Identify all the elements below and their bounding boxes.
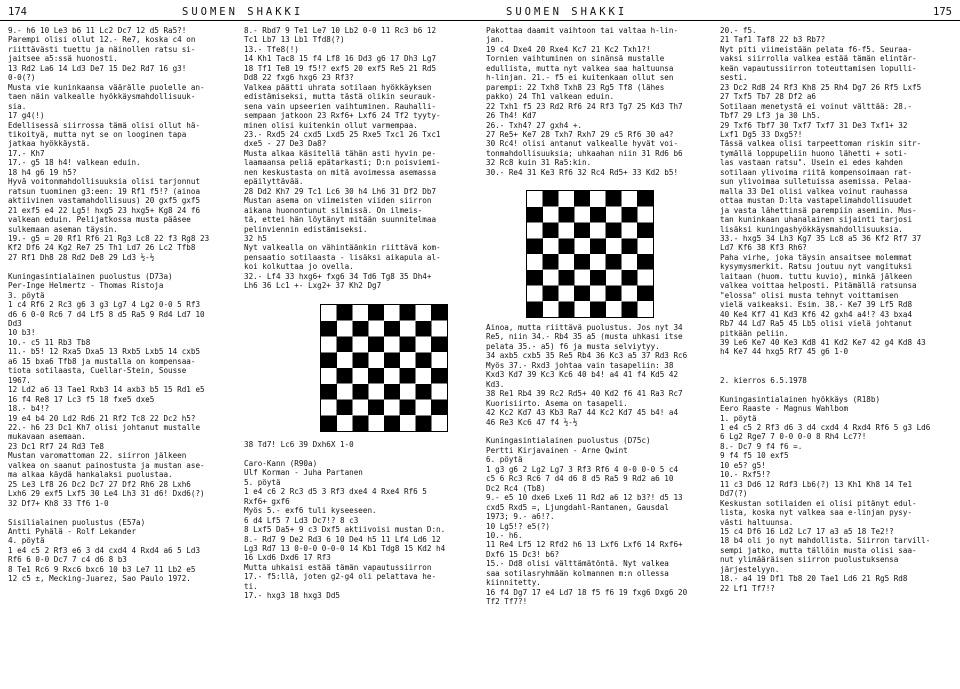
text-line: 42 Kc2 Kd7 43 Kb3 Ra7 44 Kc2 Kd7 45 b4! a4 [486, 408, 679, 418]
text-line: aikana huonontunut silmissä. On ilmeis- [244, 205, 423, 215]
right-page [480, 0, 960, 689]
text-line: Dc2 Rc4 (Tb8) [486, 483, 546, 493]
text-line: 32 h5 [244, 233, 267, 243]
text-line: Rxf6+ gxf6 [244, 496, 290, 506]
text-line [720, 357, 952, 366]
text-line: sesti. [720, 73, 748, 83]
text-line: aktiivinen vastamahdollisuus) 20 gxf5 gxf5 [8, 196, 201, 206]
text-line: 13.- Tfe8(!) [244, 44, 299, 54]
text-line: 16 f4 Dg7 17 e4 Ld7 18 f5 f6 19 fxg6 Dxg6 20 [486, 587, 688, 597]
text-line: Nyt piti viimeistään pelata f6-f5. Seuraa- [720, 44, 913, 54]
text-line: vielä vaikeaksi. Esim. 38.- Ke7 39 Lf5 Rd8 [720, 300, 913, 310]
text-line: 9.- e5 10 dxe6 Lxe6 11 Rd2 a6 12 b3?! d5 13 [486, 493, 683, 503]
text-line: Mustan asema on viimeisten viiden siirron [244, 196, 432, 206]
chess-diagram-2 [526, 190, 654, 318]
text-line: ma alkaa käydä hankalaksi puolustaa. [8, 470, 173, 480]
text-line: Sotilaan menetystä ei voinut välttää: 28.- [720, 101, 913, 111]
text-line: 10.- h6. [486, 530, 523, 540]
text-line: Antti Pyhälä - Rolf Lekander [8, 526, 137, 536]
text-line [244, 449, 470, 458]
text-line: 18.- a4 19 Df1 Tb8 20 Tae1 Ld6 21 Rg5 Rd8 [720, 574, 908, 584]
text-line: 17.- g5 18 h4! valkean eduin. [8, 158, 141, 168]
text-line: 4. pöytä [8, 536, 45, 546]
text-line: nen keskustasta on mitä avoimessa asemassa [244, 167, 437, 177]
text-line: 9 f4 f5 10 exf5 [720, 451, 789, 461]
text-line: 5. pöytä [244, 477, 281, 487]
text-line: 26 Th4! Kd7 [486, 111, 537, 121]
text-line: Kf2 Df6 24 Kg2 Re7 25 Th1 Ld7 26 Lc2 Tfb8 [8, 243, 196, 253]
text-line: epäilyttävää. [244, 177, 304, 187]
text-line: 32 Rc8 kuin 31 Ra5:kin. [486, 158, 592, 168]
column-2-bottom [244, 440, 470, 670]
text-line: tiota sotilaasta, Cuellar-Stein, Sousse [8, 366, 187, 376]
text-line: Valkea päätti uhrata sotilaan hyökkäyksen [244, 82, 432, 92]
text-line: 27 Rf1 Dh8 28 Rd2 De8 29 Ld3 ½-½ [8, 252, 155, 262]
text-line: 18 h4 g6 19 h5? [8, 167, 77, 177]
text-line: 30.- Re4 31 Ke3 Rf6 32 Rc4 Rd5+ 33 Kd2 b5! [486, 167, 679, 177]
text-line: 22 Lf1 Tf7!? [720, 583, 775, 593]
text-line: c5 6 Rc3 Rc6 7 d4 d6 8 d5 Ra5 9 Rd2 a6 10 [486, 474, 674, 484]
text-line: tymällä loppupeliin huono lähetti + soti- [720, 148, 908, 158]
text-line [8, 508, 234, 517]
text-line: edullista, mutta nyt valkea saa haltuunsa [486, 63, 674, 73]
text-line: 39 Le6 Ke7 40 Ke3 Kd8 41 Kd2 Ke7 42 g4 Kd8 43 [720, 337, 926, 347]
text-line: cxd5 Rxd5 =, Ljungdahl-Rantanen, Gausdal [486, 502, 669, 512]
text-line: 6 d4 Lf5 7 Ld3 Dc7!? 8 c3 [244, 515, 359, 525]
text-line: riittävästi tuettu ja näinollen ratsu si- [8, 44, 196, 54]
text-line: 19.- g5 = 20 Rf1 Rf6 21 Rg3 Lc8 22 f3 Rg8 23 [8, 233, 210, 243]
text-line: 20.- f5. [720, 26, 757, 35]
text-line: 16 f4 Re8 17 Lc3 f5 18 fxe5 dxe5 [8, 394, 155, 404]
text-line: ratsun tuominen g3:een: 19 Rf1 f5!? (ainoa [8, 186, 201, 196]
text-line: 10.- c5 11 Rb3 Tb8 [8, 337, 91, 347]
text-line: Mutta uhkaisi estää tämän vapautussiirron [244, 562, 432, 572]
text-line: 8 Lxf5 Da5+ 9 c3 Dxf5 aktiivoisi mustan D:n. [244, 525, 446, 535]
text-line: tä, ettei hän löytänyt mitään suunnitelmaa [244, 215, 437, 225]
left-page-header [0, 6, 480, 21]
text-line: Myös 5.- exf6 tuli kyseeseen. [244, 506, 377, 516]
text-line: 23.- Rxd5 24 cxd5 Lxd5 25 Rxe5 Txc1 26 Txc1 [244, 129, 441, 139]
text-line: 17.- Kh7 [8, 148, 45, 158]
text-line: 29 Txf6 Tbf7 30 Txf7 Txf7 31 De3 Txf1+ 32 [720, 120, 908, 130]
text-line: 1 e4 c5 2 Rf3 e6 3 d4 cxd4 4 Rxd4 a6 5 Ld3 [8, 545, 201, 555]
column-3-bottom [486, 323, 712, 673]
text-line: Nyt valkealla on vähintäänkin riittävä kom- [244, 243, 441, 253]
column-2 [244, 26, 470, 346]
text-line: Tässä valkea olisi tarpeettoman riskin sitr- [720, 139, 922, 149]
text-line: edistämiseksi, mutta tästä olikin seurauk- [244, 92, 437, 102]
text-line: valkea on saanut painostusta ja mustan ase- [8, 460, 205, 470]
text-line: 26.- Txh4? 27 gxh4 +. [486, 120, 583, 130]
text-line: las vastaan ratsu". Usein ei edes kahden [720, 158, 903, 168]
text-line: Keskustan sotilaiden ei olisi pitänyt edul- [720, 498, 917, 508]
text-line: Eero Raaste - Magnus Wahlbom [720, 404, 849, 414]
text-line: 40 Ke4 Kf7 41 Kd3 Kf6 42 gxh4 a4!? 43 bxa4 [720, 309, 913, 319]
text-line: 15 c4 Df6 16 Ld2 Lc7 17 a3 a5 18 Te2!? [720, 526, 894, 536]
text-line: pitkään peliin. [720, 328, 789, 338]
column-3 [486, 26, 712, 186]
text-line: 1973; 9.- a6!?. [486, 512, 555, 522]
text-line: saa sotilasryhmään kolmannen m:n ollessa [486, 568, 669, 578]
text-line: 32 Df7+ Kh8 33 Tf6 1-0 [8, 498, 109, 508]
text-line: västi haltuunsa. [720, 517, 794, 527]
text-line: tikoityä, mutta nyt se on looginen tapa [8, 129, 187, 139]
text-line: 8.- Rd7 9 De2 Rd3 6 10 De4 h5 11 Lf4 Ld6 12 [244, 534, 441, 544]
text-line: Parempi olisi ollut 12.- Re7, koska c4 on [8, 35, 196, 45]
text-line: Sisilialainen puolustus (E57a) [8, 517, 146, 527]
text-line: Rb7 44 Ld7 Ra5 45 Lb5 olisi vielä johtanut [720, 319, 913, 329]
text-line: Dd8 22 fxg6 hxg6 23 Rf3? [244, 73, 354, 83]
text-line: 1 e4 c6 2 Rc3 d5 3 Rf3 dxe4 4 Rxe4 Rf6 5 [244, 487, 427, 497]
text-line: Tornien vaihtuminen on sinänsä mustalle [486, 54, 665, 64]
text-line: 1 g3 g6 2 Lg2 Lg7 3 Rf3 Rf6 4 0-0 0-0 5 c4 [486, 464, 679, 474]
text-line: keän vapautussiirron toteuttamisen lopulli- [720, 63, 917, 73]
text-line: Tf2 Tf7?! [486, 597, 528, 607]
text-line: 46 Re3 Kc6 47 f4 ½-½ [486, 417, 578, 427]
page-number: 174 [8, 6, 27, 18]
page-number: 175 [933, 6, 952, 18]
text-line: pakko) 24 Th1 valkean eduin. [486, 92, 615, 102]
chess-diagram-1 [320, 304, 448, 432]
text-line: koi kolkuttaa jo ovella. [244, 262, 354, 272]
text-line: 11 Re4 Lf5 12 Rfd2 h6 13 Lxf6 Lxf6 14 Rxf6+ [486, 540, 683, 550]
text-line: 28 Dd2 Kh7 29 Tc1 Lc6 30 h4 Lh6 31 Df2 Db7 [244, 186, 437, 196]
column-4 [720, 26, 952, 686]
text-line: sulkemaan aseman täysin. [8, 224, 118, 234]
text-line: Dd7(?) [720, 489, 748, 499]
running-title: SUOMEN SHAKKI [506, 6, 628, 18]
text-line: 1 e4 c5 2 Rf3 d6 3 d4 cxd4 4 Rxd4 Rf6 5 g3 Ld6 [720, 422, 931, 432]
text-line: 18 b4 oli jo nyt mahdollista. Siirron tarvill- [720, 536, 931, 546]
text-line: Dxf6 15 Dc3! b6? [486, 549, 560, 559]
text-line: 14 Kh1 Tac8 15 f4 Lf8 16 Dd3 g6 17 Dh3 Lg7 [244, 54, 437, 64]
text-line: Musta alkaa käsitellä tähän asti hyvin pe- [244, 148, 437, 158]
text-line: dxe5 - 27 De3 Da8? [244, 139, 327, 149]
text-line: Kd3. [486, 379, 505, 389]
text-line: 17.- hxg3 18 hxg3 Dd5 [244, 591, 341, 601]
text-line: kysymysmerkit. Ratsu joutuu nyt vangituksi [720, 262, 913, 272]
text-line: 13 Rd2 La6 14 Ld3 De7 15 De2 Rd7 16 g3! [8, 63, 187, 73]
text-line: Hyvä voitonmahdollisuuksia olisi tarjonnut [8, 177, 201, 187]
text-line: Pakottaa daamit vaihtoon tai valtaa h-lin- [486, 26, 679, 35]
text-line: 19 c4 Dxe4 20 Rxe4 Kc7 21 Kc2 Txh1?! [486, 44, 651, 54]
text-line: 21 exf5 e4 22 Lg5! hxg5 23 hxg5+ Kg8 24 f6 [8, 205, 201, 215]
text-line: laitaan (huom. tuttu kuvio), minkä jälkeen [720, 271, 913, 281]
right-page-header [480, 6, 960, 21]
text-line: 11 c3 Dd6 12 Rdf3 Lb6(?) 13 Kh1 Kh8 14 Te1 [720, 479, 913, 489]
text-line: 6. pöytä [486, 455, 523, 465]
text-line: Tc1 Lb7 13 Lb1 Tfd8(?) [244, 35, 345, 45]
text-line: 11.- b5! 12 Rxa5 Dxa5 13 Rxb5 Lxb5 14 cxb5 [8, 347, 201, 357]
text-line: 18 Tf1 Te8 19 f5!? exf5 20 exf5 Re5 21 Rd5 [244, 63, 437, 73]
text-line: Edellisessä siirrossa tämä olisi ollut hä- [8, 120, 201, 130]
text-line: 34 axb5 cxb5 35 Re5 Rb4 36 Kc3 a5 37 Rd3 Rc6 [486, 351, 688, 361]
text-line: 27 Txf5 Tb7 28 Df2 a6 [720, 92, 817, 102]
text-line: 8.- Dc7 9 f4 f6 =. [720, 441, 803, 451]
text-line: 27 Re5+ Ke7 28 Txh7 Rxh7 29 c5 Rf6 30 a4? [486, 129, 674, 139]
text-line: 23 Dc2 Rd8 24 Rf3 Kh8 25 Rh4 Dg7 26 Rf5 Lxf5 [720, 82, 922, 92]
text-line: 3. pöytä [8, 290, 45, 300]
text-line: lista, koska nyt valkea saa e-linjan pysy- [720, 508, 913, 518]
text-line: valkean eduin. Pelijatkossa musta pääsee [8, 215, 191, 225]
text-line: ja vasta lähettinsä parempiin asemiin. Mus- [720, 205, 917, 215]
text-line: Ainoa, mutta riittävä puolustus. Jos nyt 34 [486, 323, 683, 332]
text-line: Kuningasintialainen puolustus (D75c) [486, 436, 651, 446]
text-line: 17 g4(!) [8, 111, 45, 121]
text-line: pensaatio sotilaasta - lisäksi aikapula al- [244, 252, 441, 262]
text-line: järjestelyyn. [720, 564, 780, 574]
text-line: 1967. [8, 375, 31, 385]
text-line: Kuorisiirto. Asema on tasapeli. [486, 398, 628, 408]
text-line: Musta vie kuninkaansa väärälle puolelle an- [8, 82, 205, 92]
text-line: 10 Lg5!? e5(?) [486, 521, 551, 531]
text-line: Caro-Kann (R90a) [244, 458, 318, 468]
text-line: 9.- h6 10 Le3 b6 11 Lc2 Dc7 12 d5 Ra5?! [8, 26, 187, 35]
text-line: lisäksi kuningashyökkäysmahdollisuuksia. [720, 224, 903, 234]
text-line: 1. pöytä [720, 413, 757, 423]
text-line [720, 366, 952, 375]
text-line: Per-Inge Helmertz - Thomas Ristoja [8, 281, 164, 291]
text-line: 12 c5 ±, Mecking-Juarez, Sao Paulo 1972. [8, 574, 191, 584]
text-line: jan. [486, 35, 505, 45]
text-line: Re5, niin 34.- Rb4 35 a5 (musta uhkasi itse [486, 332, 683, 342]
text-line: jatkaa hyökkäystä. [8, 139, 91, 149]
text-line: 0-0(?) [8, 73, 36, 83]
text-line: tan kuninkaan uhanalainen sijainti tarjosi [720, 215, 913, 225]
text-line: minen olisi kuitenkin ollut varmempaa. [244, 120, 418, 130]
text-line: 10 b3! [8, 328, 36, 338]
text-line: ottaa mustan D:lta vastapelimahdollisuudet [720, 196, 913, 206]
text-line: Tbf7 29 Lf3 ja 30 Lh5. [720, 111, 821, 121]
text-line: 8.- Rbd7 9 Te1 Le7 10 Lb2 0-0 11 Rc3 b6 12 [244, 26, 437, 35]
text-line: 15.- Dd8 olisi välttämätöntä. Nyt valkea [486, 559, 669, 569]
text-line: 6 Lg2 Rge7 7 0-0 0-0 8 Rh4 Lc7?! [720, 432, 867, 442]
text-line [8, 262, 234, 271]
text-line: mukavaan asemaan. [8, 432, 86, 442]
text-line: Kuningasintialainen puolustus (D73a) [8, 271, 173, 281]
text-line: kiinnitetty. [486, 578, 541, 588]
text-line: sia. [8, 101, 27, 111]
text-line: 33.- hxg5 34 Lh3 Kg7 35 Lc8 a5 36 Kf2 Rf7 37 [720, 233, 922, 243]
text-line [486, 427, 712, 436]
column-1 [8, 26, 234, 686]
text-line: Myös 37.- Rxd3 johtaa vain tasapeliin: 38 [486, 360, 674, 370]
text-line: taen näin valkealle hyökkäysmahdollisuuk- [8, 92, 196, 102]
text-line: Ulf Korman - Juha Partanen [244, 468, 363, 478]
text-line: 19 e4 b4 20 Ld2 Rd6 21 Rf2 Tc8 22 Dc2 h5? [8, 413, 196, 423]
text-line: Pertti Kirjavainen - Arne Qwint [486, 445, 628, 455]
text-line: d6 6 0-0 Rc6 7 d4 Lf5 8 d5 Ra5 9 Rd4 Ld7 10 [8, 309, 205, 319]
text-line: 18.- b4!? [8, 404, 50, 414]
text-line: valkea voittaa helposti. Pitämällä ratsunsa [720, 281, 917, 291]
text-line: sotilaan ylivoima riitä kompensoimaan rat- [720, 167, 913, 177]
text-line: 2. kierros 6.5.1978 [720, 375, 807, 385]
text-line: Lh6 36 Lc1 +- Lxg2+ 37 Kh2 Dg7 [244, 281, 382, 291]
text-line: 38 Re1 Rb4 39 Rc2 Rd5+ 40 Kd2 f6 41 Ra3 Rc7 [486, 389, 683, 399]
text-line: 21 Taf1 Taf8 22 b3 Rb7? [720, 35, 826, 45]
text-line: Lxh6 29 exf5 Lxf5 30 Le4 Lh3 31 d6! Dxd6(?) [8, 489, 205, 499]
text-line: sun ylivoimaa sulletuissa asemissa. Pelaa- [720, 177, 913, 187]
text-line: Kxd3 Kd7 39 Kc3 Kc6 40 b4! a4 41 f4 Kd5 42 [486, 370, 679, 380]
text-line: nut ylimääräisen siirron puolustuksensa [720, 555, 899, 565]
text-line: 8 Te1 Rc6 9 Rxc6 bxc6 10 b3 Le7 11 Lb2 e5 [8, 564, 196, 574]
text-line: 22.- h6 23 Dc1 Kh7 olisi johtanut mustalle [8, 423, 201, 433]
text-line: 1 c4 Rf6 2 Rc3 g6 3 g3 Lg7 4 Lg2 0-0 5 Rf3 [8, 300, 201, 310]
text-line: Rf6 6 0-0 Dc7 7 c4 d6 8 b3 [8, 555, 127, 565]
text-line: pelinviennin edistämiseksi. [244, 224, 368, 234]
text-line: sempi jatko, mutta tällöin musta olisi saa- [720, 545, 917, 555]
text-line: Paha virhe, joka täysin ansaitsee molemmat [720, 252, 913, 262]
text-line: h4 Ke7 44 hxg5 Rf7 45 g6 1-0 [720, 347, 849, 357]
text-line: Dd3 [8, 319, 22, 329]
text-line: vaksi siirrolla valkea estää tämän elintär- [720, 54, 917, 64]
text-line: sempaan jatkoon 23 Rxf6+ Lxf6 24 Tf2 tyyty- [244, 111, 441, 121]
text-line: 32.- Lf4 33 hxg6+ fxg6 34 Td6 Tg8 35 Dh4+ [244, 271, 432, 281]
text-line: ti. [244, 581, 258, 591]
text-line: Mustan varomattoman 22. siirron jälkeen [8, 451, 187, 461]
text-line: Lg3 Rd7 13 0-0-0 0-0-0 14 Kb1 Tdg8 15 Kd2 h4 [244, 543, 446, 553]
text-line: jaitsee a5:ssä huonosti. [8, 54, 118, 64]
text-line: 30 Rc4! olisi antanut valkealle hyvät voi- [486, 139, 679, 149]
text-line [720, 385, 952, 394]
text-line: 17.- f5:llä, joten g2-g4 oli pelattava he- [244, 572, 437, 582]
text-line: Ld7 Kf6 38 Kf3 Rh6? [720, 243, 807, 253]
text-line: 23 Dc1 Rf7 24 Rd3 Te8 [8, 441, 105, 451]
text-line: "elossa" olisi musta tehnyt voittamisen [720, 290, 899, 300]
text-line: tonmahdollisuuksia; uhkaahan niin 31 Rd6 b6 [486, 148, 683, 158]
text-line: malla 33 De1 olisi valkea voinut rauhassa [720, 186, 908, 196]
text-line: a6 15 bxa6 Tfb8 ja mustalla on kompensaa- [8, 356, 196, 366]
text-line: h-linjan. 21.- f5 ei kuitenkaan ollut sen [486, 73, 674, 83]
running-title: SUOMEN SHAKKI [182, 6, 304, 18]
text-line: Lxf1 Dg5 33 Dxg5?! [720, 129, 803, 139]
text-line: parempi: 22 Txh8 Txh8 23 Rg5 Tf8 (lähes [486, 82, 665, 92]
text-line: 16 Lxd6 Dxd6 17 Rf3 [244, 553, 331, 563]
text-line: Kuningasintialainen hyökkäys (R18b) [720, 394, 881, 404]
text-line: 12 Ld2 a6 13 Tae1 Rxb3 14 axb3 b5 15 Rd1 e5 [8, 385, 205, 395]
text-line: sena vain upseerien vaihtuminen. Rauhalli- [244, 101, 437, 111]
text-line: 22 Txh1 f5 23 Rd2 Rf6 24 Rf3 Tg7 25 Kd3 Th7 [486, 101, 683, 111]
text-line: pelata 35.- a5) f6 ja musta selviytyy. [486, 341, 660, 351]
text-line: laamaansa peliä epätarkasti; D:n poisviemi- [244, 158, 441, 168]
text-line: 25 Le3 Lf8 26 Dc2 Dc7 27 Df2 Rh6 28 Lxh6 [8, 479, 191, 489]
text-line: 10.- Rxf5!? [720, 470, 771, 480]
text-line: 10 e5? g5! [720, 460, 766, 470]
text-line: 38 Td7! Lc6 39 Dxh6X 1-0 [244, 440, 354, 449]
